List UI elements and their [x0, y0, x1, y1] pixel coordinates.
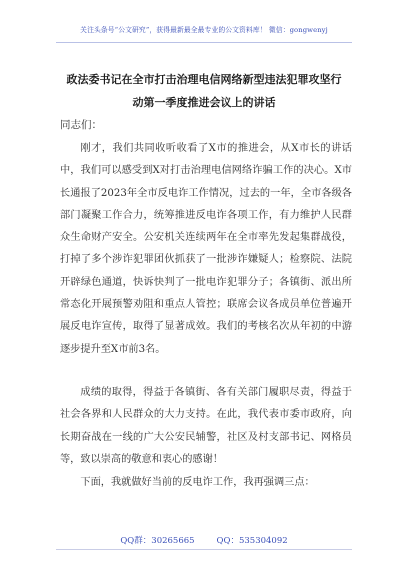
title-line-2: 动第一季度推进会议上的讲话 — [132, 96, 276, 109]
header-divider — [56, 42, 352, 43]
footer-divider — [56, 549, 352, 550]
header-banner: 关注头条号“公文研究”，获得最新最全最专业的公文资料库！ 微信：gongwenyj — [80, 26, 328, 34]
title-line-1: 政法委书记在全市打击治理电信网络新型违法犯罪攻坚行 — [66, 73, 342, 86]
paragraph-2: 成绩的取得，得益于各镇街、各有关部门履职尽责，得益于社会各界和人民群众的大力支持。在此，我代表市委市政府，向长期奋战在一线的广大公安民辅警，社区及村支部书记、网格员等，致以崇高的敬意和衷心的感谢！ — [60, 387, 352, 465]
document-title — [52, 68, 356, 114]
footer-qq-group: QQ群：30265665 — [120, 536, 195, 546]
paragraph-3: 下面，我就做好当前的反电诈工作，我再强调三点： — [80, 477, 315, 488]
paragraph-1: 刚才，我们共同收听收看了X市的推进会，从X市长的讲话中，我们可以感受到X对打击治理电信网络诈骗工作的决心。X市长通报了2023年全市反电诈工作情况，过去的一年，全市各级各部门凝聚工作合力，统筹推进反电诈各项工作，有力维护人民群众生命财产安全。公安机关连续两年在全市率先发起集群战役，打掉了多个涉诈犯罪团伙抓获了一批涉诈嫌疑人；检察院、法院开辟绿色通道，快诉快判了一批电诈犯罪分子；各镇街、派出所常态化开展预警劝阻和重点人管控；联席会议各成员单位普遍开展反电诈宣传，取得了显著成效。我们的考核名次从年初的中游逐步提升至X市前3名。 — [60, 143, 352, 355]
salutation: 同志们： — [60, 119, 102, 131]
footer-qq: QQ：535304092 — [216, 536, 288, 546]
footer-contact — [0, 534, 408, 546]
